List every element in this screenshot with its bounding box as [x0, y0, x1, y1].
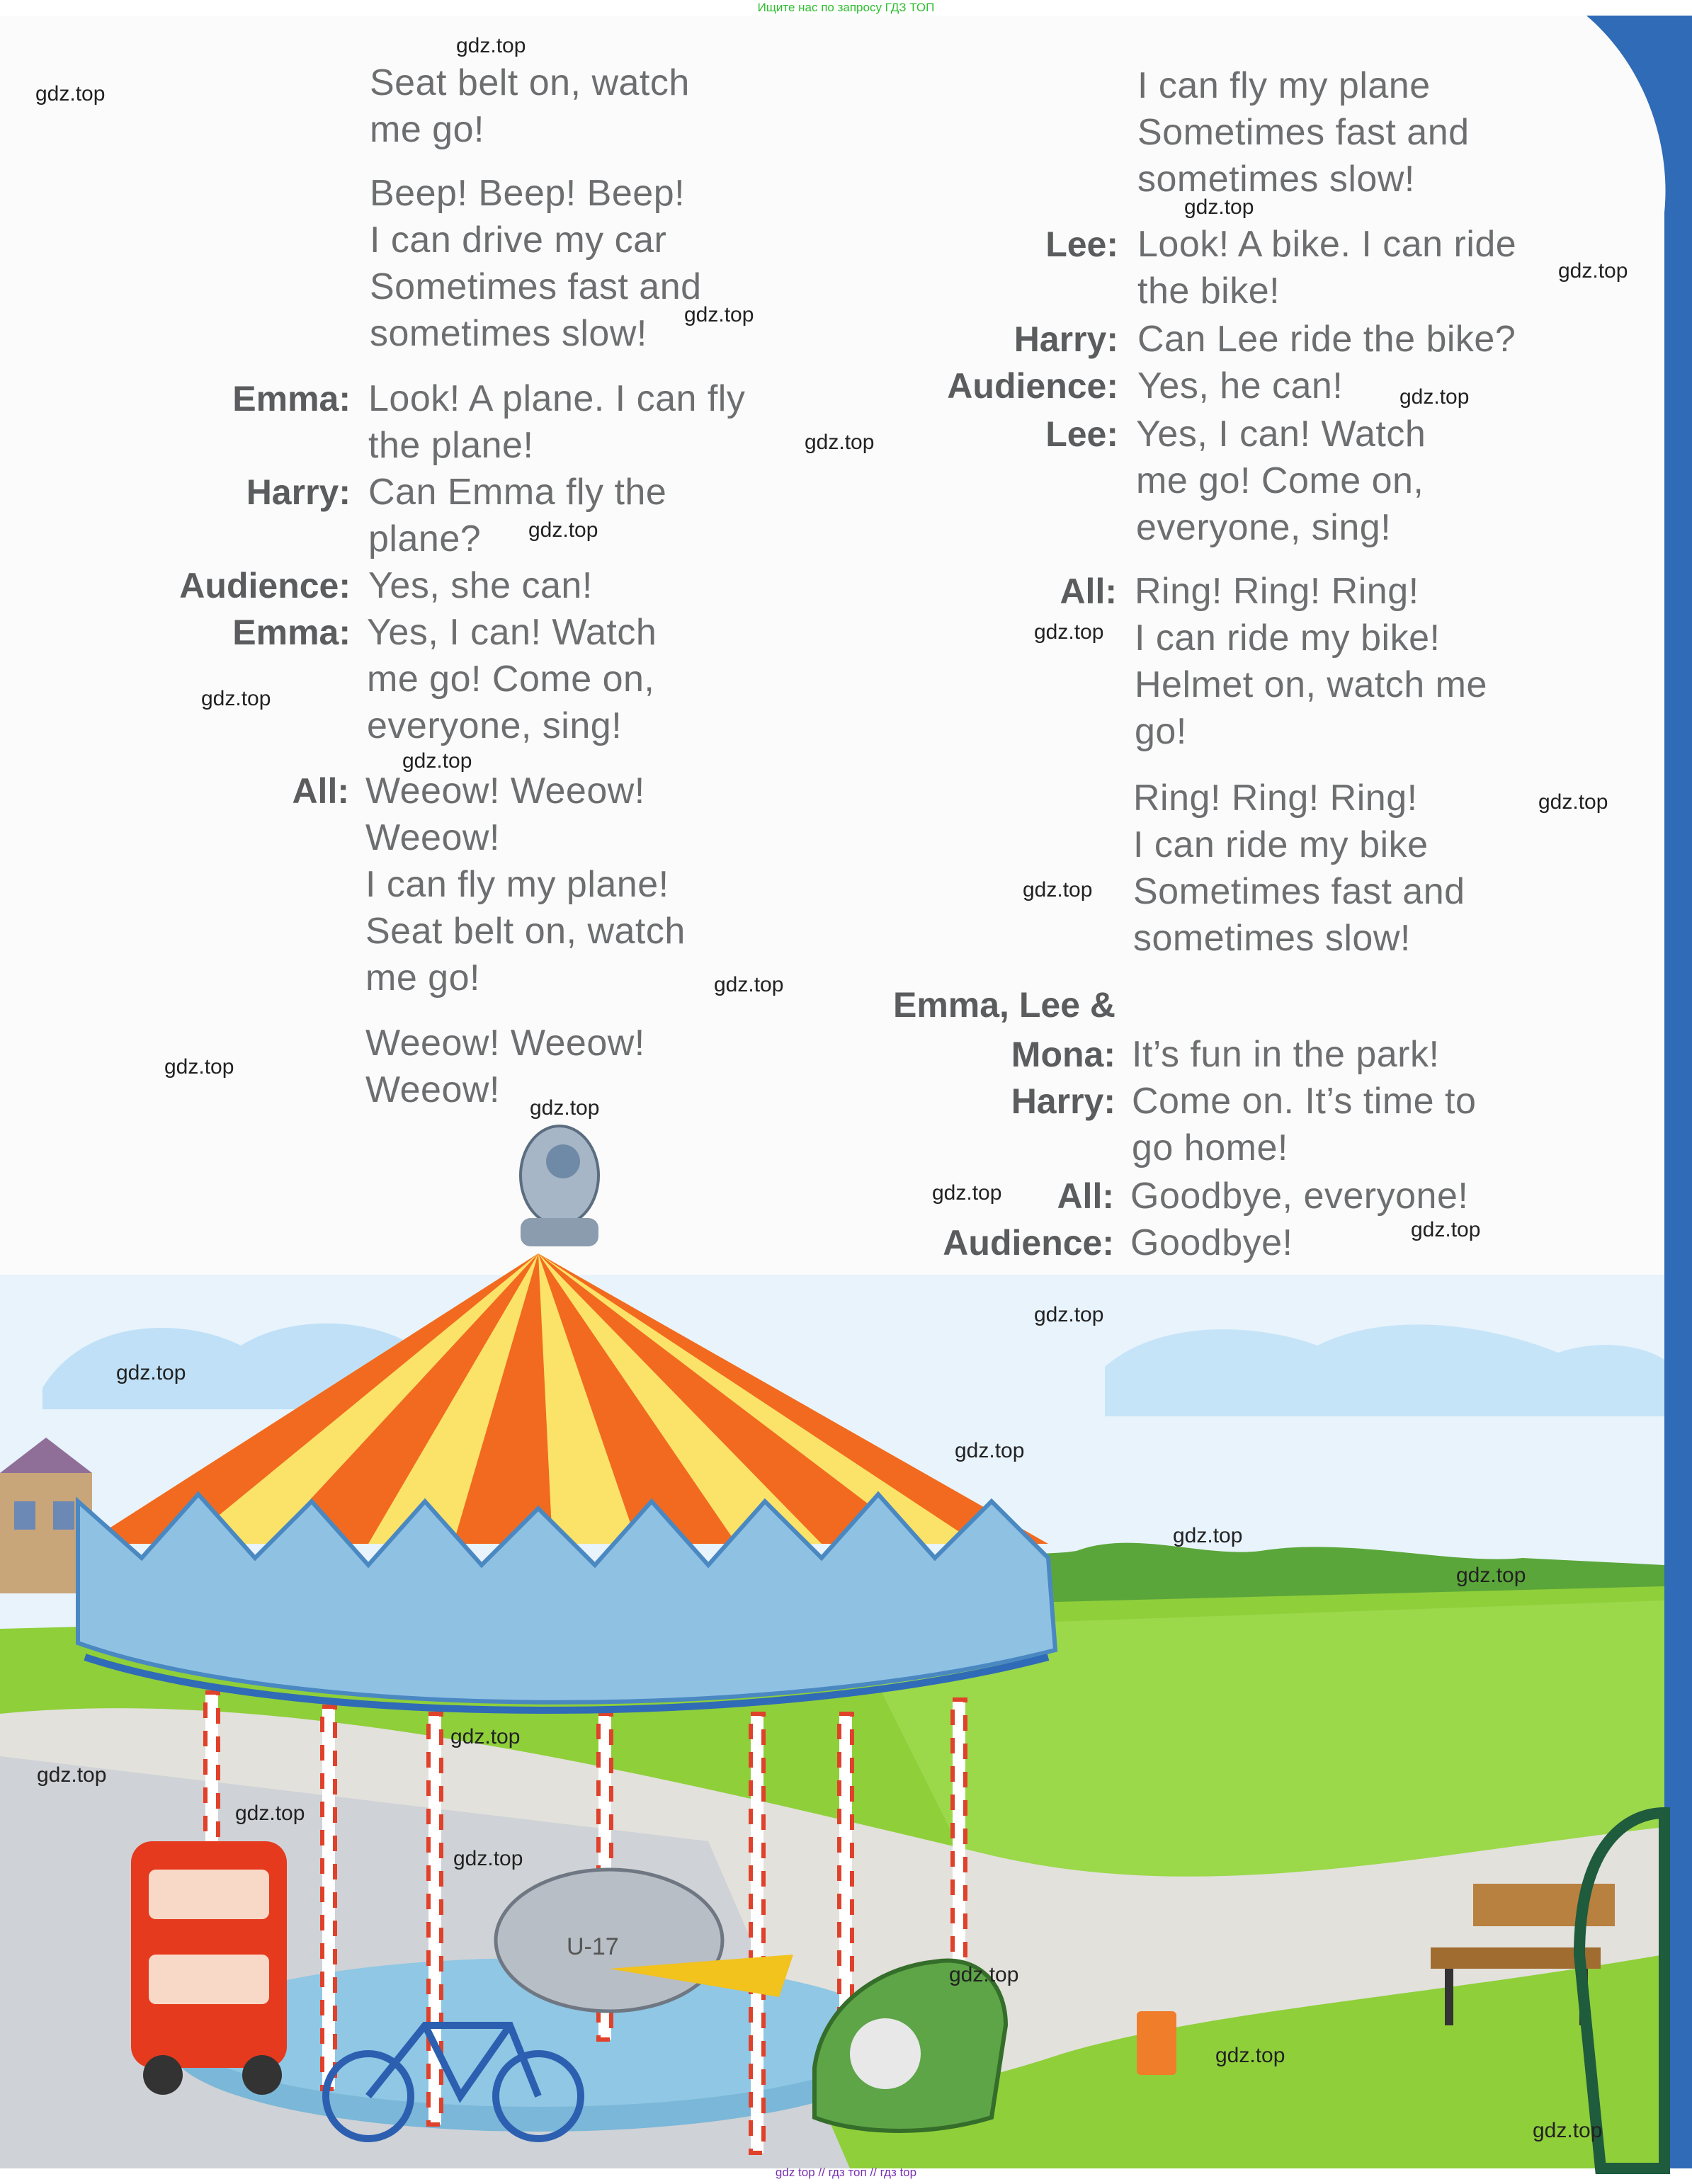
lyric-line: Sometimes fast and: [1137, 112, 1470, 153]
watermark: gdz.top: [1034, 620, 1104, 644]
speaker-label: Audience:: [943, 1223, 1114, 1263]
dialogue-line: Goodbye!: [1130, 1222, 1293, 1263]
watermark: gdz.top: [116, 1361, 186, 1384]
watermark: gdz.top: [684, 303, 754, 326]
dialogue-line: Come on. It’s time to: [1132, 1081, 1477, 1122]
watermark: gdz.top: [949, 1963, 1019, 1986]
dialogue-line: I can fly my plane!: [365, 864, 669, 905]
speaker-label: Harry:: [1014, 319, 1118, 359]
dialogue-line: sometimes slow!: [1133, 918, 1411, 959]
watermark: gdz.top: [201, 687, 271, 710]
lyric-line: I can drive my car: [370, 220, 667, 261]
dialogue-line: Yes, he can!: [1137, 365, 1344, 406]
watermark: gdz.top: [1173, 1524, 1243, 1547]
watermark: gdz.top: [528, 518, 598, 542]
watermark: gdz.top: [1558, 259, 1628, 283]
lyric-line: Sometimes fast and: [370, 266, 702, 307]
watermark: gdz.top: [450, 1725, 521, 1748]
dialogue-line: Yes, she can!: [368, 565, 593, 606]
speaker-label: Lee:: [1045, 224, 1118, 264]
watermark: gdz.top: [1184, 195, 1254, 219]
watermark: gdz.top: [805, 431, 875, 454]
bus-ride: [131, 1841, 287, 2095]
watermark: gdz.top: [1215, 2044, 1285, 2067]
watermark: gdz.top: [37, 1763, 107, 1787]
dialogue-line: Ring! Ring! Ring!: [1135, 571, 1419, 612]
watermark: gdz.top: [1399, 385, 1470, 409]
dialogue-line: Seat belt on, watch: [365, 911, 686, 952]
watermark: gdz.top: [164, 1055, 234, 1079]
watermark: gdz.top: [714, 973, 784, 996]
dialogue-line: Weeow!: [365, 817, 500, 858]
dialogue-line: me go!: [365, 957, 480, 999]
dialogue-line: everyone, sing!: [367, 705, 623, 746]
speaker-label: Emma, Lee &: [892, 985, 1115, 1025]
watermark: gdz.top: [530, 1096, 600, 1120]
lyric-line: sometimes slow!: [1137, 159, 1415, 200]
dialogue-line: Weeow! Weeow!: [365, 1023, 645, 1064]
dialogue-line: Look! A bike. I can ride: [1137, 224, 1517, 265]
watermark: gdz.top: [35, 82, 106, 106]
plane-label: U-17: [567, 1933, 619, 1960]
lyric-line: me go!: [370, 109, 484, 150]
speaker-label: Harry:: [246, 472, 351, 512]
dialogue-line: Yes, I can! Watch: [367, 612, 657, 653]
speaker-label: Audience:: [179, 566, 351, 605]
speaker-label: Emma:: [232, 379, 351, 419]
watermark: gdz.top: [1023, 878, 1093, 902]
dialogue-line: Look! A plane. I can fly: [368, 378, 746, 419]
speaker-label: Emma:: [232, 613, 351, 652]
bottom-banner: gdz top // гдз топ // гдз top: [775, 2166, 917, 2179]
house-window: [14, 1501, 35, 1530]
speaker-label: Mona:: [1011, 1035, 1115, 1074]
dialogue-line: Can Lee ride the bike?: [1137, 319, 1516, 360]
watermark: gdz.top: [1538, 790, 1608, 814]
dialogue-line: Weeow!: [365, 1069, 500, 1110]
watermark: gdz.top: [456, 34, 526, 57]
dialogue-line: Yes, I can! Watch: [1136, 414, 1426, 455]
dialogue-line: I can ride my bike: [1133, 824, 1429, 865]
lyric-line: Seat belt on, watch: [370, 62, 690, 103]
watermark: gdz.top: [955, 1439, 1025, 1462]
dialogue-line: the bike!: [1137, 271, 1281, 312]
dialogue-line: me go! Come on,: [1136, 460, 1424, 501]
speaker-label: All:: [1057, 1176, 1114, 1216]
dialogue-line: Ring! Ring! Ring!: [1133, 778, 1418, 819]
watermark: gdz.top: [1411, 1218, 1481, 1241]
speaker-label: Harry:: [1011, 1081, 1115, 1121]
dialogue-line: me go! Come on,: [367, 659, 655, 700]
dialogue-line: the plane!: [368, 425, 534, 466]
dialogue-line: everyone, sing!: [1136, 507, 1392, 548]
watermark: gdz.top: [402, 749, 472, 773]
litter-bin: [1137, 2011, 1176, 2075]
dialogue-line: I can ride my bike!: [1135, 618, 1441, 659]
watermark: gdz.top: [235, 1802, 305, 1825]
watermark: gdz.top: [453, 1847, 523, 1870]
lyric-line: Beep! Beep! Beep!: [370, 173, 686, 214]
dialogue-line: go!: [1135, 711, 1187, 752]
speaker-label: All:: [292, 771, 349, 811]
watermark: gdz.top: [932, 1181, 1002, 1205]
dialogue-line: go home!: [1132, 1127, 1288, 1168]
watermark: gdz.top: [1456, 1564, 1526, 1587]
watermark: gdz.top: [1533, 2119, 1603, 2142]
speaker-label: Audience:: [947, 366, 1118, 406]
dialogue-line: Goodbye, everyone!: [1130, 1176, 1469, 1217]
dialogue-line: plane?: [368, 518, 482, 559]
lyric-line: sometimes slow!: [370, 313, 647, 354]
dialogue-line: It’s fun in the park!: [1132, 1034, 1440, 1075]
dialogue-line: Helmet on, watch me: [1135, 664, 1487, 705]
dialogue-line: Sometimes fast and: [1133, 871, 1465, 912]
speaker-label: Lee:: [1045, 414, 1118, 454]
top-banner: Ищите нас по запросу ГДЗ ТОП: [757, 1, 935, 14]
watermark: gdz.top: [1034, 1303, 1104, 1326]
house-window: [53, 1501, 74, 1530]
dialogue-line: Weeow! Weeow!: [365, 770, 645, 812]
dialogue-line: Can Emma fly the: [368, 472, 667, 513]
lyric-line: I can fly my plane: [1137, 65, 1431, 106]
speaker-label: All:: [1060, 571, 1117, 611]
